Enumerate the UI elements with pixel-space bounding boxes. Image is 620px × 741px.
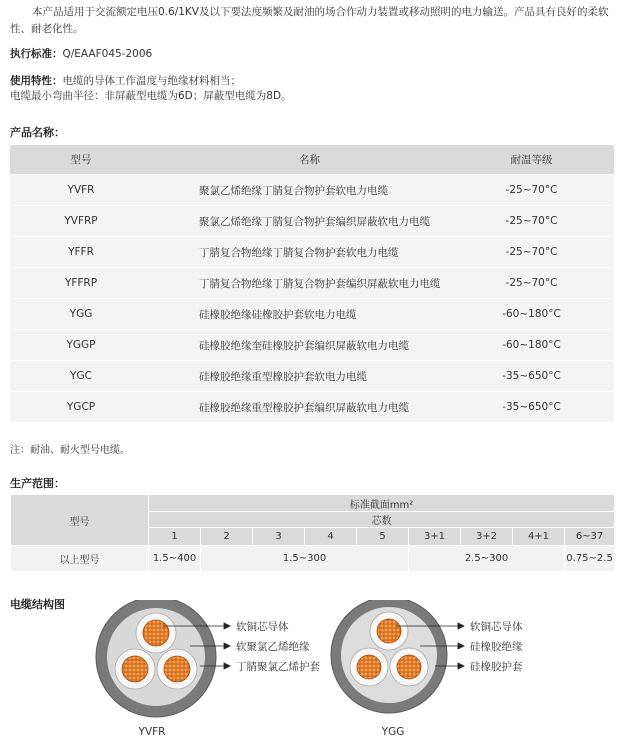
core-count: 3+2	[461, 528, 513, 546]
core-count: 6~37	[565, 528, 615, 546]
product-name: 硅橡胶绝缘重型橡胶护套软电力电缆	[199, 370, 367, 383]
product-name: 丁腈复合物绝缘丁腈复合物护套编织屏蔽软电力电缆	[199, 277, 441, 290]
yvfr-core-right	[157, 649, 197, 689]
cable-structure-diagrams	[0, 600, 620, 741]
product-name: 硅橡胶绝缘奎硅橡胶护套编织屏蔽软电力电缆	[199, 339, 409, 352]
usage-line-1: 电缆的导体工作温度与绝缘材料相当；	[62, 75, 241, 87]
core-count: 5	[357, 528, 409, 546]
product-temp: -35~650°C	[502, 370, 561, 382]
product-model: YGG	[69, 308, 93, 320]
product-temp: -25~70°C	[505, 184, 558, 196]
ygg-core-left	[350, 648, 388, 686]
structure-heading: 电缆结构图	[10, 598, 65, 611]
core-count: 4	[305, 528, 357, 546]
yvfr-label-sheath: 丁腈聚氯乙烯护套	[236, 661, 320, 673]
range-value: 0.75~2.5	[565, 546, 615, 572]
product-model: YVFR	[67, 184, 95, 196]
ygg-caption: YGG	[381, 726, 405, 738]
table-row	[10, 299, 614, 330]
note-text: 注：耐油、耐火型号电缆。	[10, 445, 130, 456]
yvfr-caption: YVFR	[138, 726, 166, 738]
products-table	[10, 145, 614, 423]
products-heading: 产品名称：	[10, 126, 65, 139]
product-name: 聚氯乙烯绝缘丁腈复合物护套软电力电缆	[199, 184, 388, 197]
range-value: 2.5~300	[409, 546, 565, 572]
product-name: 丁腈复合物绝缘丁腈复合物护套软电力电缆	[199, 246, 399, 259]
core-count: 2	[201, 528, 253, 546]
header-model: 型号	[70, 154, 92, 166]
table-header-row	[10, 145, 614, 175]
ygg-core-top	[370, 612, 408, 650]
product-temp: -25~70°C	[505, 246, 558, 258]
core-count: 3+1	[409, 528, 461, 546]
product-temp: -35~650°C	[502, 401, 561, 413]
range-model-header: 型号	[11, 495, 149, 546]
product-name: 硅橡胶绝缘硅橡胶护套软电力电缆	[199, 308, 357, 321]
usage-line-2: 电缆最小弯曲半径：非屏蔽型电缆为6D；屏蔽型电缆为8D。	[10, 90, 292, 102]
ygg-label-conductor: 软铜芯导体	[470, 621, 523, 633]
product-model: YVFRP	[64, 215, 98, 227]
range-row-label: 以上型号	[11, 546, 149, 572]
product-temp: -25~70°C	[505, 215, 558, 227]
table-row	[10, 268, 614, 299]
range-value: 1.5~300	[201, 546, 409, 572]
product-model: YGGP	[66, 339, 96, 351]
standard-value: Q/EAAF045-2006	[62, 48, 153, 60]
product-temp: -60~180°C	[502, 339, 561, 351]
ygg-label-sheath: 硅橡胶护套	[470, 661, 523, 673]
standard-line	[10, 46, 152, 61]
range-area-header: 标准截面mm²	[149, 495, 615, 512]
ygg-core-right	[390, 648, 428, 686]
range-table	[10, 494, 615, 572]
yvfr-core-top	[136, 613, 176, 653]
intro-paragraph: 本产品适用于交流额定电压0.6/1KV及以下要法度频繁及耐油的场合作动力装置或移动照明的电力输送。产品具有良好的柔软性、耐老化性。	[10, 6, 609, 35]
yvfr-core-left	[115, 649, 155, 689]
yvfr-cable-diagram	[96, 600, 320, 738]
header-name: 名称	[299, 154, 320, 166]
product-model: YGCP	[66, 401, 96, 413]
range-value: 1.5~400	[149, 546, 201, 572]
table-row	[10, 330, 614, 361]
header-temp: 耐温等级	[510, 154, 553, 166]
product-temp: -60~180°C	[502, 308, 561, 320]
ygg-cable-diagram	[331, 600, 523, 738]
table-row	[10, 206, 614, 237]
standard-label: 执行标准：	[10, 48, 63, 60]
usage-block	[10, 74, 292, 104]
table-row	[10, 361, 614, 392]
range-heading: 生产范围：	[10, 477, 65, 490]
product-model: YGC	[70, 370, 92, 382]
product-name: 聚氯乙烯绝缘丁腈复合物护套编织屏蔽软电力电缆	[199, 215, 430, 228]
yvfr-label-conductor: 软铜芯导体	[236, 621, 289, 633]
table-row	[10, 237, 614, 268]
table-row	[10, 175, 614, 206]
core-count: 4+1	[513, 528, 565, 546]
range-cores-header: 芯数	[149, 512, 615, 528]
usage-label: 使用特性：	[10, 75, 63, 87]
core-count: 3	[253, 528, 305, 546]
product-model: YFFRP	[64, 277, 98, 289]
ygg-label-insulation: 硅橡胶绝缘	[470, 641, 523, 653]
product-model: YFFR	[68, 246, 94, 258]
core-count: 1	[149, 528, 201, 546]
product-temp: -25~70°C	[505, 277, 558, 289]
yvfr-label-insulation: 软聚氯乙烯绝缘	[236, 641, 310, 653]
table-row	[10, 392, 614, 423]
product-name: 硅橡胶绝缘重型橡胶护套编织屏蔽软电力电缆	[199, 401, 409, 414]
